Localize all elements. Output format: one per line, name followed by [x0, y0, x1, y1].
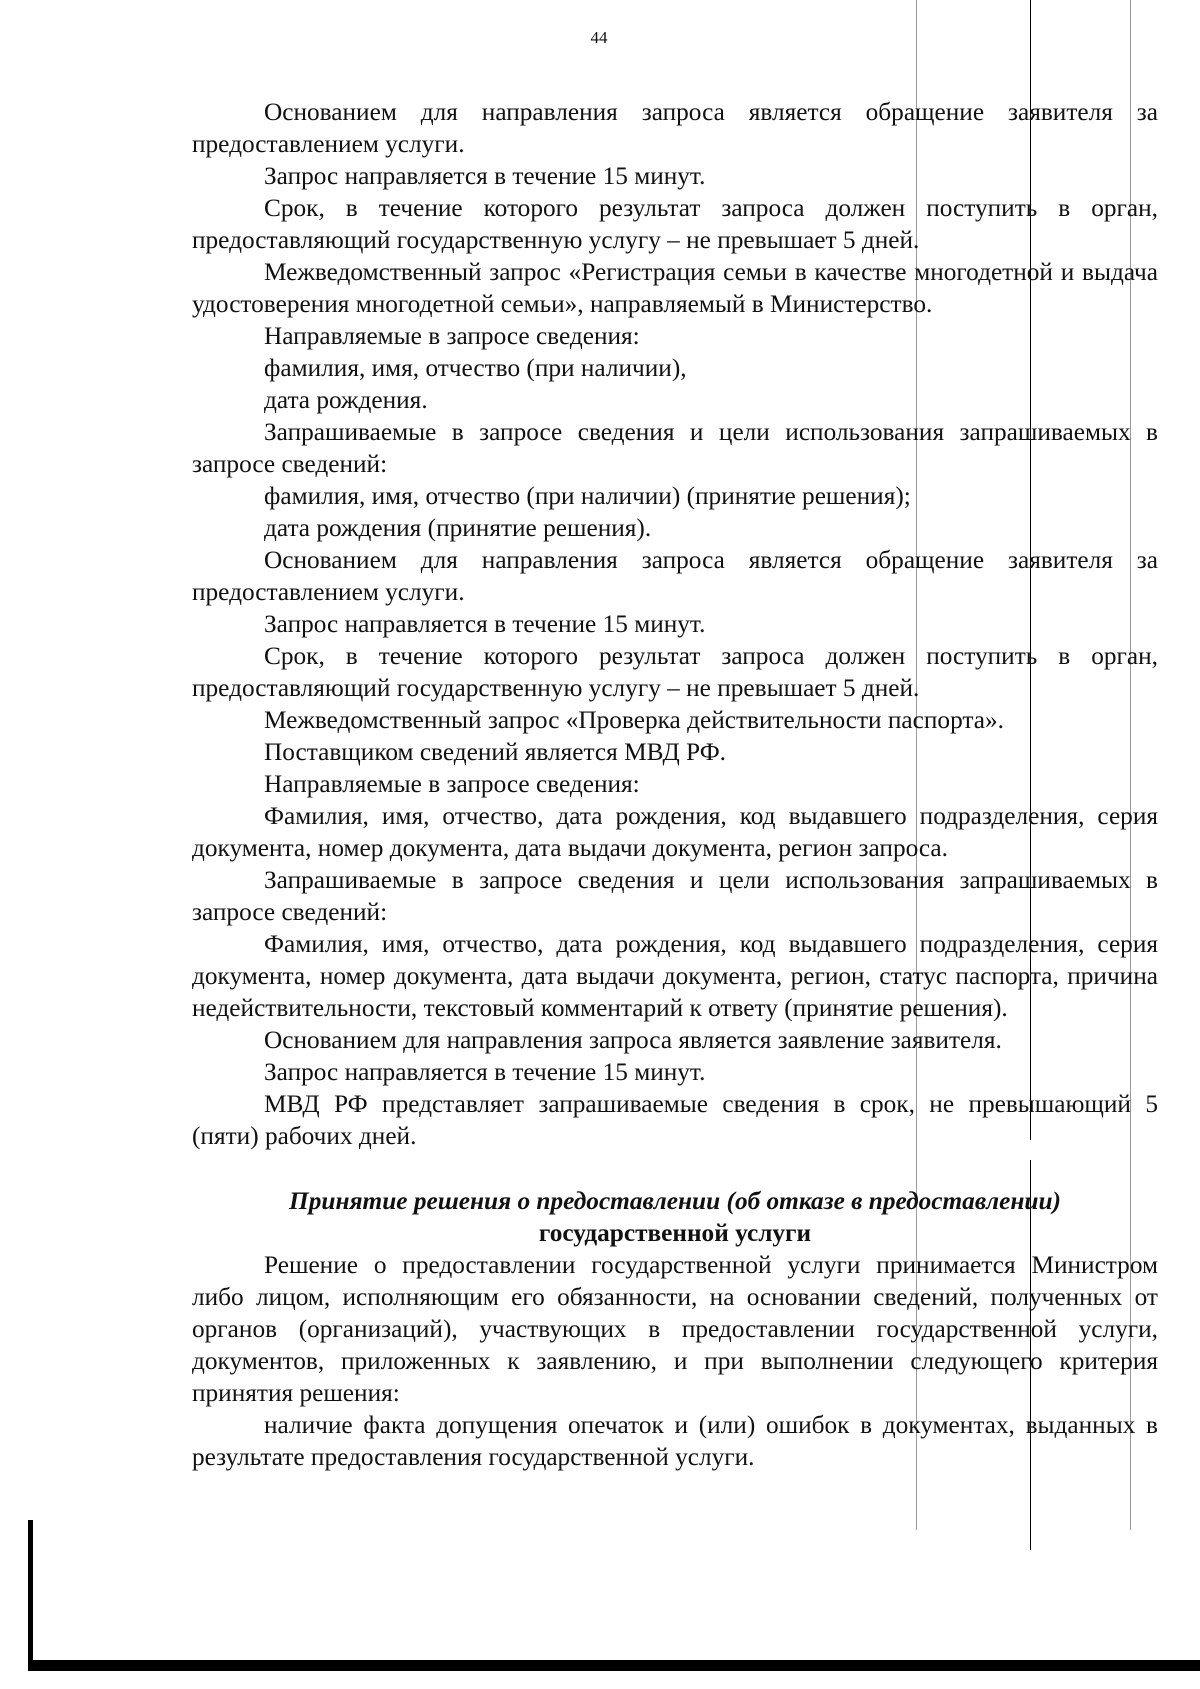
paragraph: дата рождения (принятие решения).	[264, 514, 652, 542]
paragraph: Срок, в течение которого результат запроса должен поступить в орган, предоставляющий государственную услугу – не превышает 5 дней.	[192, 194, 1158, 254]
paragraph: Запрашиваемые в запросе сведения и цели использования запрашиваемых в запросе сведений:	[192, 866, 1158, 926]
scan-edge-bottom	[28, 1660, 1200, 1671]
paragraph: Запрос направляется в течение 15 минут.	[264, 1058, 706, 1086]
section-heading	[192, 1185, 1158, 1249]
paragraph: Поставщиком сведений является МВД РФ.	[264, 738, 727, 766]
paragraph: дата рождения.	[264, 386, 428, 414]
document-body	[192, 96, 1158, 1473]
paragraph: Запрашиваемые в запросе сведения и цели использования запрашиваемых в запросе сведений:	[192, 418, 1158, 478]
scan-edge-left	[28, 1520, 33, 1671]
paragraph: фамилия, имя, отчество (при наличии) (принятие решения);	[264, 482, 911, 510]
paragraph: Запрос направляется в течение 15 минут.	[264, 162, 706, 190]
paragraph: Фамилия, имя, отчество, дата рождения, код выдавшего подразделения, серия документа, номер документа, дата выдачи документа, регион, статус паспорта, причина недействительности, текстовый комментарий к ответу (принятие решения).	[192, 930, 1158, 1022]
paragraph: Межведомственный запрос «Регистрация семьи в качестве многодетной и выдача удостоверения многодетной семьи», направляемый в Министерство.	[192, 258, 1158, 318]
paragraph: Направляемые в запросе сведения:	[264, 322, 640, 350]
page-number: 44	[590, 28, 608, 47]
section-heading-line-1: Принятие решения о предоставлении (об отказе в предоставлении)	[289, 1187, 1061, 1215]
paragraph: Направляемые в запросе сведения:	[264, 770, 640, 798]
paragraph: Запрос направляется в течение 15 минут.	[264, 610, 706, 638]
paragraph: Фамилия, имя, отчество, дата рождения, код выдавшего подразделения, серия документа, номер документа, дата выдачи документа, регион запроса.	[192, 802, 1158, 862]
paragraph: Основанием для направления запроса является обращение заявителя за предоставлением услуги.	[192, 546, 1158, 606]
section-heading-line-2: государственной услуги	[538, 1219, 812, 1247]
paragraph: МВД РФ представляет запрашиваемые сведения в срок, не превышающий 5 (пяти) рабочих дней.	[192, 1090, 1158, 1150]
paragraph: Срок, в течение которого результат запроса должен поступить в орган, предоставляющий государственную услугу – не превышает 5 дней.	[192, 642, 1158, 702]
paragraph: фамилия, имя, отчество (при наличии),	[264, 354, 687, 382]
paragraph: Межведомственный запрос «Проверка действительности паспорта».	[264, 706, 1004, 734]
paragraph: наличие факта допущения опечаток и (или) ошибок в документах, выданных в результате предоставления государственной услуги.	[192, 1411, 1158, 1471]
paragraph: Основанием для направления запроса является заявление заявителя.	[264, 1026, 1002, 1054]
paragraph: Основанием для направления запроса является обращение заявителя за предоставлением услуги.	[192, 98, 1158, 158]
paragraph: Решение о предоставлении государственной услуги принимается Министром либо лицом, исполняющим его обязанности, на основании сведений, полученных от органов (организаций), участвующих в предоставлении государственной услуги, документов, приложенных к заявлению, и при выполнении следующего критерия принятия решения:	[192, 1251, 1158, 1407]
